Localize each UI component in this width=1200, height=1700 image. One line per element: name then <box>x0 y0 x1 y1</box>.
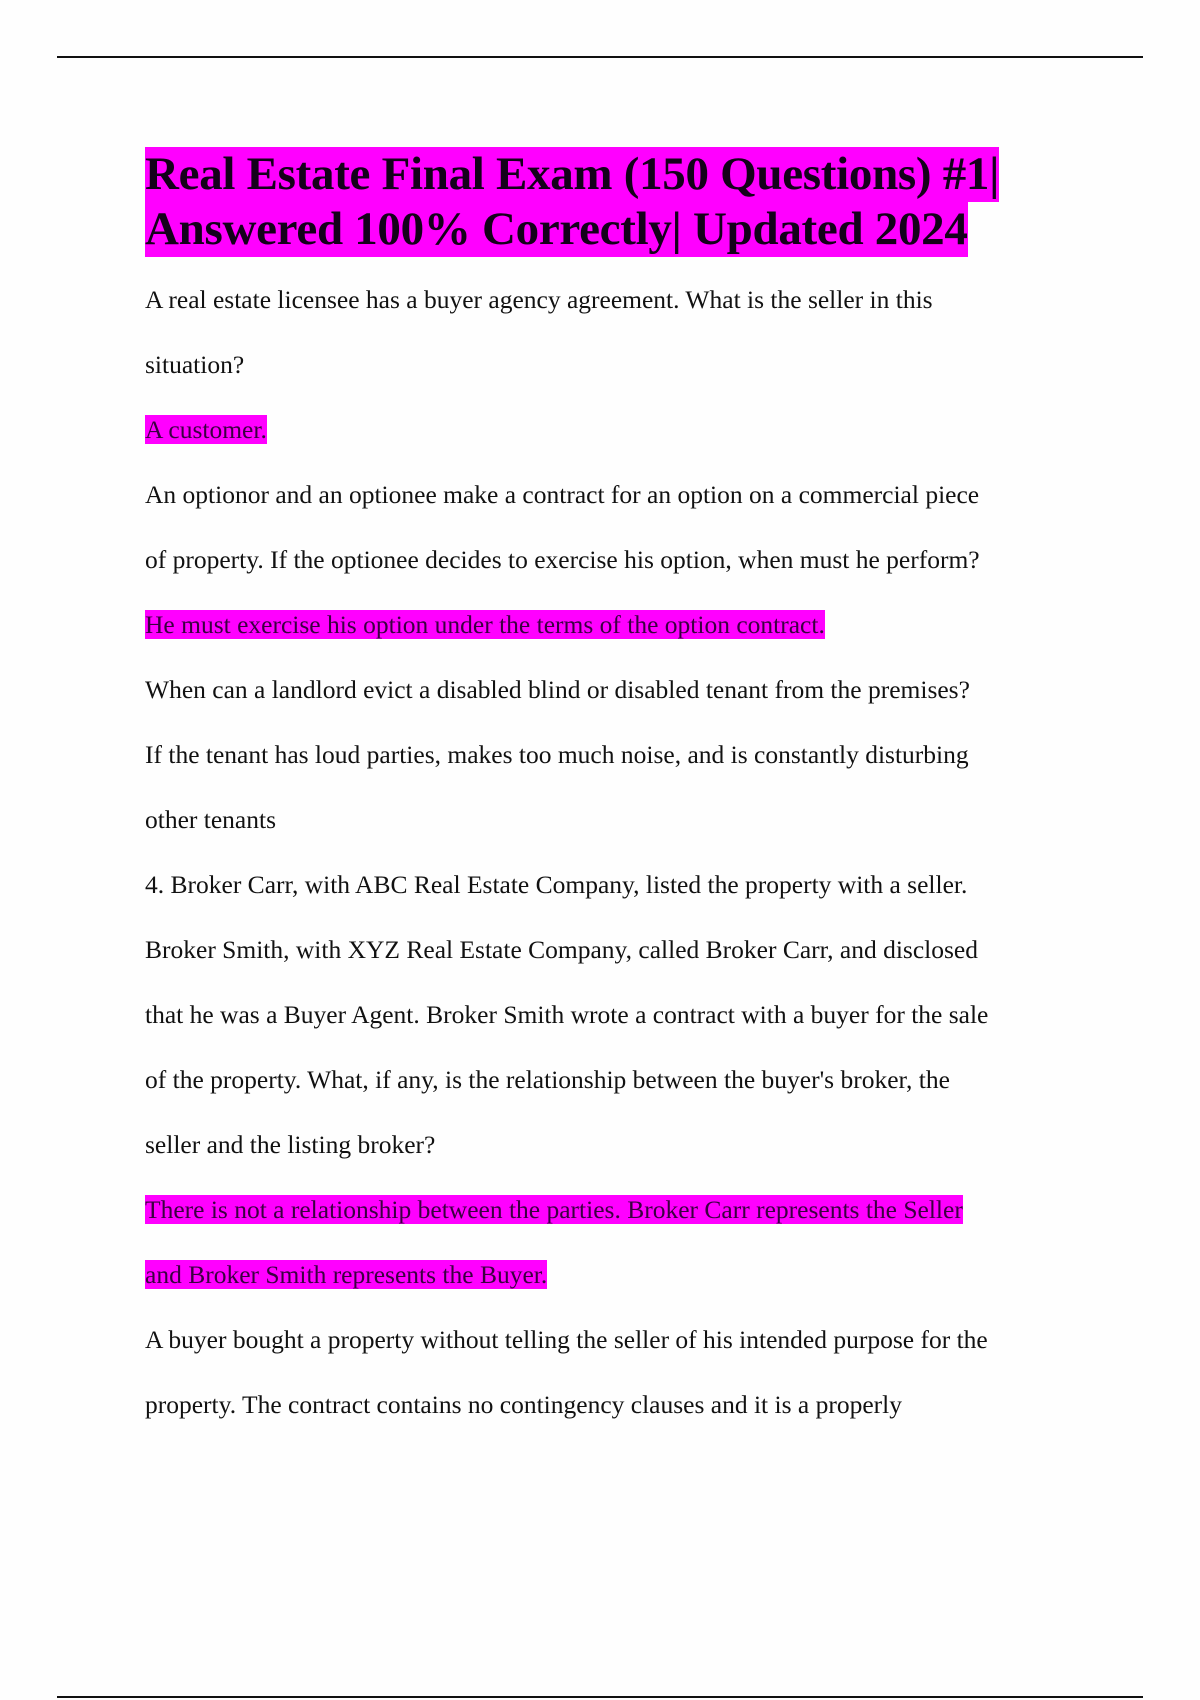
question-line <box>145 541 988 606</box>
question-line <box>145 736 988 801</box>
question-text: seller and the listing broker? <box>145 1130 436 1159</box>
title-line: Real Estate Final Exam (150 Questions) #1| <box>145 148 1000 200</box>
question-line <box>145 996 988 1061</box>
answer-line <box>145 1191 988 1256</box>
question-text: A real estate licensee has a buyer agency agreement. What is the seller in this <box>145 285 933 314</box>
answer-text: A customer. <box>145 415 267 444</box>
question-line <box>145 1386 988 1451</box>
question-text: that he was a Buyer Agent. Broker Smith wrote a contract with a buyer for the sale <box>145 1000 989 1029</box>
question-line <box>145 281 988 346</box>
title-line: Answered 100% Correctly| Updated 2024 <box>145 203 968 255</box>
question-text: If the tenant has loud parties, makes too much noise, and is constantly disturbing <box>145 740 969 769</box>
question-text: Broker Smith, with XYZ Real Estate Company, called Broker Carr, and disclosed <box>145 935 978 964</box>
question-line <box>145 671 988 736</box>
question-text: property. The contract contains no contingency clauses and it is a properly <box>145 1390 902 1419</box>
answer-text: and Broker Smith represents the Buyer. <box>145 1260 548 1289</box>
question-text: An optionor and an optionee make a contract for an option on a commercial piece <box>145 480 980 509</box>
question-line <box>145 1126 988 1191</box>
answer-text: There is not a relationship between the parties. Broker Carr represents the Seller <box>145 1195 963 1224</box>
question-text: of the property. What, if any, is the relationship between the buyer's broker, the <box>145 1065 950 1094</box>
question-line <box>145 1321 988 1386</box>
answer-text: He must exercise his option under the terms of the option contract. <box>145 610 825 639</box>
answer-line <box>145 1256 988 1321</box>
question-line <box>145 346 988 411</box>
question-text: other tenants <box>145 805 276 834</box>
question-text: When can a landlord evict a disabled blind or disabled tenant from the premises? <box>145 675 970 704</box>
question-line <box>145 866 988 931</box>
document-body <box>145 281 988 1451</box>
answer-line <box>145 411 988 476</box>
document-title <box>145 147 999 257</box>
question-line <box>145 931 988 996</box>
question-line <box>145 1061 988 1126</box>
question-line <box>145 801 988 866</box>
question-text: of property. If the optionee decides to exercise his option, when must he perform? <box>145 545 980 574</box>
header-rule <box>57 56 1143 58</box>
question-text: A buyer bought a property without telling the seller of his intended purpose for the <box>145 1325 988 1354</box>
footer-rule <box>57 1696 1143 1698</box>
answer-line <box>145 606 988 671</box>
question-line <box>145 476 988 541</box>
question-text: situation? <box>145 350 245 379</box>
question-text: 4. Broker Carr, with ABC Real Estate Company, listed the property with a seller. <box>145 870 968 899</box>
